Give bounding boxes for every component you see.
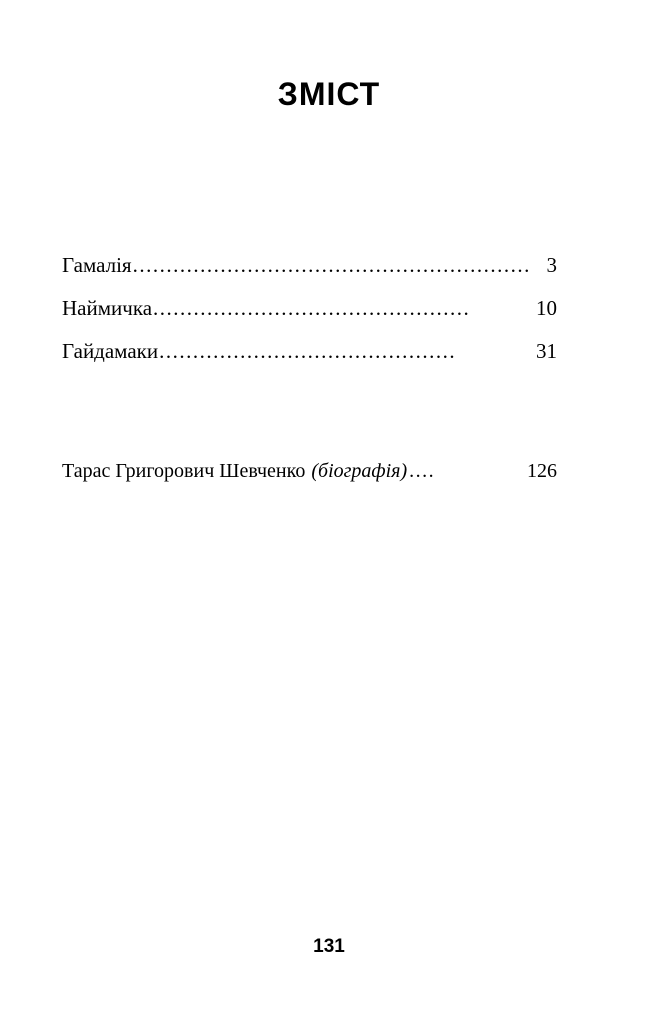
page-title: ЗМІСТ <box>277 76 381 112</box>
toc-leader-dots: ............................................... <box>153 298 471 319</box>
list-item[interactable] <box>62 341 557 362</box>
page-number: 131 <box>313 936 345 957</box>
toc-leader-dots: ............................................ <box>159 341 457 362</box>
list-item[interactable] <box>62 255 557 276</box>
list-item-biography[interactable] <box>62 460 557 483</box>
table-of-contents-list <box>62 255 557 384</box>
toc-entry-title: Наймичка <box>62 296 153 320</box>
toc-entry-page: 10 <box>536 296 557 320</box>
biography-name: Тарас Григорович Шевченко <box>62 460 306 482</box>
toc-entry-title: Гайдамаки <box>62 339 159 363</box>
toc-entry-page: 3 <box>546 253 557 277</box>
toc-entry-page: 31 <box>536 339 557 363</box>
list-item[interactable] <box>62 298 557 319</box>
toc-leader-dots: .... <box>409 460 436 482</box>
toc-entry-title: Гамалія <box>62 253 132 277</box>
biography-page: 126 <box>527 460 557 482</box>
toc-leader-dots: ........................................................... <box>132 255 531 276</box>
biography-note: (біографія) <box>311 460 408 482</box>
